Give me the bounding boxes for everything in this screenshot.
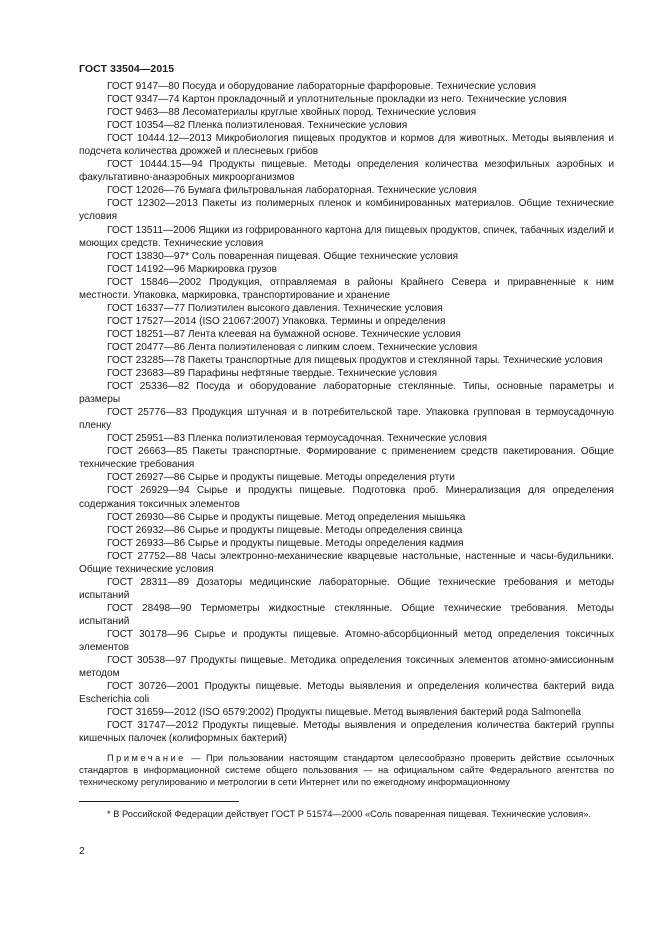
reference-item: ГОСТ 10354—82 Пленка полиэтиленовая. Технические условия: [107, 120, 408, 132]
footnote-divider: [79, 801, 239, 802]
reference-item: ГОСТ 9347—74 Картон прокладочный и уплотнительные прокладки из него. Технические условия: [107, 94, 567, 106]
normative-references-list: [79, 80, 614, 788]
reference-item: ГОСТ 15846—2002 Продукция, отправляемая в районы Крайнего Севера и приравненные к ним местности. Упаковка, маркировка, транспортирование и хранение: [79, 276, 614, 301]
reference-item: ГОСТ 12026—76 Бумага фильтровальная лабораторная. Технические условия: [107, 185, 477, 197]
note-lead: Примечание: [107, 753, 186, 764]
reference-item: ГОСТ 27752—88 Часы электронно-механические кварцевые настольные, настенные и часы-будильники. Общие технические условия: [79, 550, 614, 575]
reference-item: ГОСТ 23285—78 Пакеты транспортные для пищевых продуктов и стеклянной тары. Технические условия: [107, 354, 603, 366]
reference-item: ГОСТ 26927—86 Сырье и продукты пищевые. Методы определения ртути: [107, 472, 455, 484]
reference-item: ГОСТ 23683—89 Парафины нефтяные твердые. Технические условия: [107, 368, 438, 380]
reference-item: ГОСТ 10444.12—2013 Микробиология пищевых продуктов и кормов для животных. Методы выявления и подсчета количества дрожжей и плесневых грибов: [79, 133, 614, 158]
note-paragraph: [79, 752, 614, 788]
note-text: — При пользовании настоящим стандартом целесообразно проверить действие ссылочных стандартов в информационной системе общего пользования — на официальном сайте Федерального агентства по техническому регулированию и метрологии в сети Интернет или по ежегодному информационному: [79, 753, 614, 788]
footnote: * В Российской Федерации действует ГОСТ Р 51574—2000 «Соль поваренная пищевая. Технические условия».: [107, 809, 591, 819]
reference-item: ГОСТ 25336—82 Посуда и оборудование лабораторные стеклянные. Типы, основные параметры и размеры: [79, 381, 614, 406]
reference-item: ГОСТ 26933—86 Сырье и продукты пищевые. Методы определения кадмия: [107, 537, 464, 549]
reference-item: ГОСТ 9463—88 Лесоматериалы круглые хвойных пород. Технические условия: [107, 107, 477, 119]
reference-item: ГОСТ 12302—2013 Пакеты из полимерных пленок и комбинированных материалов. Общие технические условия: [79, 198, 614, 223]
reference-item: ГОСТ 30538—97 Продукты пищевые. Методика определения токсичных элементов атомно-эмиссионным методом: [79, 655, 614, 680]
reference-item: ГОСТ 30178—96 Сырье и продукты пищевые. Атомно-абсорбционный метод определения токсичных элементов: [79, 628, 614, 654]
reference-item: ГОСТ 18251—87 Лента клеевая на бумажной основе. Технические условия: [107, 328, 461, 340]
reference-item: ГОСТ 26929—94 Сырье и продукты пищевые. Подготовка проб. Минерализация для определения содержания токсичных элементов: [79, 485, 614, 510]
reference-item: ГОСТ 26663—85 Пакеты транспортные. Формирование с применением средств пакетирования. Общие технические требования: [79, 446, 614, 471]
reference-item: ГОСТ 10444.15—94 Продукты пищевые. Методы определения количества мезофильных аэробных и факультативно-анаэробных микроорганизмов: [79, 159, 614, 184]
page-number: 2: [79, 845, 85, 857]
reference-item: ГОСТ 28498—90 Термометры жидкостные стеклянные. Общие технические требования. Методы испытаний: [79, 602, 614, 627]
reference-item: ГОСТ 13511—2006 Ящики из гофрированного картона для пищевых продуктов, спичек, табачных изделий и моющих средств. Технические условия: [79, 224, 614, 249]
reference-item: ГОСТ 25951—83 Пленка полиэтиленовая термоусадочная. Технические условия: [107, 433, 487, 445]
reference-item: ГОСТ 25776—83 Продукция штучная и в потребительской таре. Упаковка групповая в термоусадочную пленку: [79, 407, 614, 432]
reference-item: ГОСТ 26930—86 Сырье и продукты пищевые. Метод определения мышьяка: [107, 511, 466, 523]
reference-item: ГОСТ 9147—80 Посуда и оборудование лабораторные фарфоровые. Технические условия: [107, 81, 536, 92]
reference-item: ГОСТ 30726—2001 Продукты пищевые. Методы выявления и определения количества бактерий вида Escherichia coli: [79, 681, 614, 706]
reference-item: ГОСТ 31747—2012 Продукты пищевые. Методы выявления и определения количества бактерий группы кишечных палочек (колиформных бактерий): [79, 720, 614, 745]
reference-item: ГОСТ 14192—96 Маркировка грузов: [107, 263, 278, 275]
reference-item: ГОСТ 13830—97* Соль поваренная пищевая. Общие технические условия: [107, 250, 459, 262]
reference-item: ГОСТ 17527—2014 (ISO 21067:2007) Упаковка. Термины и определения: [107, 315, 446, 327]
page-header-standard-code: ГОСТ 33504—2015: [79, 63, 175, 75]
reference-item: ГОСТ 20477—86 Лента полиэтиленовая с липким слоем. Технические условия: [107, 341, 478, 353]
reference-item: ГОСТ 28311—89 Дозаторы медицинские лабораторные. Общие технические требования и методы испытаний: [79, 576, 614, 601]
reference-item: ГОСТ 26932—86 Сырье и продукты пищевые. Методы определения свинца: [107, 524, 463, 536]
reference-item: ГОСТ 31659—2012 (ISO 6579:2002) Продукты пищевые. Метод выявления бактерий рода Salmonella: [107, 707, 582, 719]
reference-item: ГОСТ 16337—77 Полиэтилен высокого давления. Технические условия: [107, 302, 443, 314]
